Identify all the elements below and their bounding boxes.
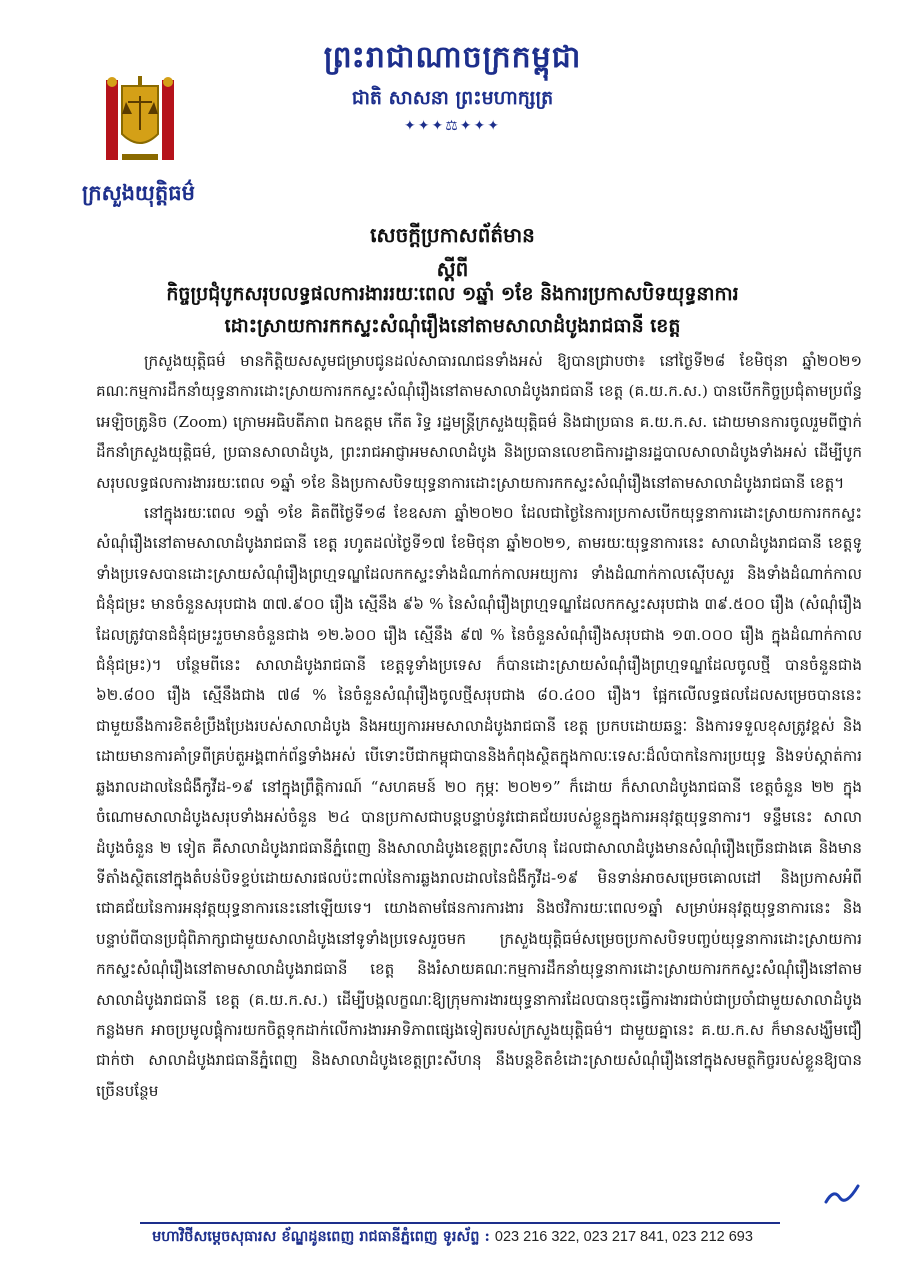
document-type-heading: សេចក្តីប្រកាសព័ត៌មាន <box>370 223 535 247</box>
ministry-name: ក្រសួងយុត្តិធម៌ <box>82 180 195 205</box>
ornament-divider: ✦✦✦⚖✦✦✦ <box>404 118 501 134</box>
subject-line-2: ដោះស្រាយការកកស្ទះសំណុំរឿងនៅតាមសាលាដំបូងរាជធានី ខេត្ត <box>224 315 681 337</box>
footer-divider <box>140 1222 780 1224</box>
paragraph-1: ក្រសួងយុត្តិធម៌ មានកិត្តិយសសូមជម្រាបជូនដល់សាធារណជនទាំងអស់ ឱ្យបានជ្រាបថា៖ នៅថ្ងៃទី២៨ ខែមិថុនា ឆ្នាំ២០២១ គណៈកម្មការដឹកនាំយុទ្ធនាការដោះស្រាយការកកស្ទះសំណុំរឿងនៅតាមសាលាដំបូងរាជធានី ខេត្ត (គ.យ.ក.ស.) បានបើកកិច្ចប្រជុំតាមប្រព័ន្ធអេឡិចត្រូនិច (Zoom) ក្រោមអធិបតីភាព ឯកឧត្តម កើត រិទ្ធ រដ្ឋមន្ត្រីក្រសួងយុត្តិធម៌ និងជាប្រធាន គ.យ.ក.ស. ដោយមានការចូលរួមពីថ្នាក់ដឹកនាំក្រសួងយុត្តិធម៌, ប្រធានសាលាដំបូង, ព្រះរាជអាជ្ញាអមសាលាដំបូង និងប្រធានលេខាធិការដ្ឋានរដ្ឋបាលសាលាដំបូងទាំងអស់ ដើម្បីបូកសរុបលទ្ធផលការងាររយៈពេល ១ឆ្នាំ ១ខែ និងប្រកាសបិទយុទ្ធនាការដោះស្រាយការកកស្ទះសំណុំរឿងនៅតាមសាលាដំបូងរាជធានី ខេត្ត។ <box>96 352 862 492</box>
document-body <box>96 346 862 1106</box>
kingdom-title: ព្រះរាជាណាចក្រកម្ពុជា <box>323 40 582 75</box>
footer-contact <box>0 1228 905 1249</box>
footer-address: មហាវិថីសម្តេចសុធារស ខ័ណ្ឌដូនពេញ រាជធានីភ្នំពេញ ទូរស័ព្ទ : <box>152 1228 490 1245</box>
initial-mark-icon <box>822 1180 862 1210</box>
ministry-emblem-icon <box>92 72 188 168</box>
national-motto: ជាតិ សាសនា ព្រះមហាក្សត្រ <box>351 87 554 109</box>
paragraph-2: នៅក្នុងរយៈពេល ១ឆ្នាំ ១ខែ គិតពីថ្ងៃទី១៨ ខែឧសភា ឆ្នាំ២០២០ ដែលជាថ្ងៃនៃការប្រកាសបើកយុទ្ធនាការដោះស្រាយការកកស្ទះសំណុំរឿងនៅតាមសាលាដំបូងរាជធានី ខេត្ត រហូតដល់ថ្ងៃទី១៧ ខែមិថុនា ឆ្នាំ២០២១, តាមរយៈយុទ្ធនាការនេះ សាលាដំបូងរាជធានី ខេត្តទូទាំងប្រទេសបានដោះស្រាយសំណុំរឿងព្រហ្មទណ្ឌដែលកកស្ទះទាំងដំណាក់កាលអយ្យការ ទាំងដំណាក់កាលស៊ើបសួរ និងទាំងដំណាក់កាលជំនុំជម្រះ មានចំនួនសរុបជាង ៣៧.៩០០ រឿង ស្មើនឹង ៩៦ % នៃសំណុំរឿងព្រហ្មទណ្ឌដែលកកស្ទះសរុបជាង ៣៩.៥០០ រឿង (សំណុំរឿងដែលត្រូវបានជំនុំជម្រះរួចមានចំនួនជាង ១២.៦០០ រឿង ស្មើនឹង ៩៧ % នៃចំនួនសំណុំរឿងសរុបជាង ១៣.០០០ រឿង ក្នុងដំណាក់កាលជំនុំជម្រះ)។ បន្ថែមពីនេះ សាលាដំបូងរាជធានី ខេត្តទូទាំងប្រទេស ក៏បានដោះស្រាយសំណុំរឿងព្រហ្មទណ្ឌដែលចូលថ្មី បានចំនួនជាង ៦២.៨០០ រឿង ស្មើនឹងជាង ៧៨ % នៃចំនួនសំណុំរឿងចូលថ្មីសរុបជាង ៨០.៤០០ រឿង។ ផ្អែកលើលទ្ធផលដែលសម្រេចបាននេះ ជាមួយនឹងការខិតខំប្រឹងប្រែងរបស់សាលាដំបូង និងអយ្យការអមសាលាដំបូងរាជធានី ខេត្ត ប្រកបដោយឆន្ទៈ និងការទទួលខុសត្រូវខ្ពស់ និងដោយមានការគាំទ្រពីគ្រប់តួអង្គពាក់ព័ន្ធទាំងអស់ បើទោះបីជាកម្ពុជាបាននិងកំពុងស្ថិតក្នុងកាលៈទេសៈដ៏លំបាកនៃការប្រយុទ្ធ និងទប់ស្កាត់ការឆ្លងរាលដាលនៃជំងឺកូវីដ-១៩ នៅក្នុងព្រឹត្តិការណ៍ “សហគមន៍ ២០ កុម្ភៈ ២០២១” ក៏ដោយ ក៏សាលាដំបូងរាជធានី ខេត្តចំនួន ២២ ក្នុងចំណោមសាលាដំបូងសរុបទាំងអស់ចំនួន ២៤ បានប្រកាសជាបន្តបន្ទាប់នូវជោគជ័យរបស់ខ្លួនក្នុងការអនុវត្តយុទ្ធនាការ។ ទន្ទឹមនេះ សាលាដំបូងចំនួន ២ ទៀត គឺសាលាដំបូងរាជធានីភ្នំពេញ និងសាលាដំបូងខេត្តព្រះសីហនុ ដែលជាសាលាដំបូងមានសំណុំរឿងច្រើនជាងគេ និងមានទីតាំងស្ថិតនៅក្នុងតំបន់បិទខ្ទប់ដោយសារផលប៉ះពាល់នៃការឆ្លងរាលដាលនៃជំងឺកូវីដ-១៩ មិនទាន់អាចសម្រេចគោលដៅ និងប្រកាសអំពីជោគជ័យនៃការអនុវត្តយុទ្ធនាការនេះនៅឡើយទេ។ យោងតាមផែនការការងារ និងថវិការយៈពេល១ឆ្នាំ សម្រាប់អនុវត្តយុទ្ធនាការនេះ និងបន្ទាប់ពីបានប្រជុំពិភាក្សាជាមួយសាលាដំបូងនៅទូទាំងប្រទេសរួចមក ក្រសួងយុត្តិធម៌សម្រេចប្រកាសបិទបញ្ចប់យុទ្ធនាការដោះស្រាយការកកស្ទះសំណុំរឿងនៅតាមសាលាដំបូងរាជធានី ខេត្ត និងរំសាយគណៈកម្មការដឹកនាំយុទ្ធនាការដោះស្រាយការកកស្ទះសំណុំរឿងនៅតាមសាលាដំបូងរាជធានី ខេត្ត (គ.យ.ក.ស.) ដើម្បីបង្កលក្ខណៈឱ្យក្រុមការងារយុទ្ធនាការដែលបានចុះធ្វើការងារជាប់ជាប្រចាំជាមួយសាលាដំបូងកន្លងមក អាចប្រមូលផ្តុំការយកចិត្តទុកដាក់លើការងារអាទិភាពផ្សេងទៀតរបស់ក្រសួងយុត្តិធម៌។ ជាមួយគ្នានេះ គ.យ.ក.ស ក៏មានសង្ឃឹមជឿជាក់ថា សាលាដំបូងរាជធានីភ្នំពេញ និងសាលាដំបូងខេត្តព្រះសីហនុ នឹងបន្តខិតខំដោះស្រាយសំណុំរឿងនៅក្នុងសមត្ថកិច្ចរបស់ខ្លួនឱ្យបានច្រើនបន្ថែម <box>96 504 862 1100</box>
footer-phones: 023 216 322, 023 217 841, 023 212 693 <box>494 1229 753 1245</box>
subject-label: ស្តីពី <box>436 257 469 281</box>
subject-line-1: កិច្ចប្រជុំបូកសរុបលទ្ធផលការងាររយៈពេល ១ឆ្នាំ ១ខែ និងការប្រកាសបិទយុទ្ធនាការ <box>166 283 739 305</box>
